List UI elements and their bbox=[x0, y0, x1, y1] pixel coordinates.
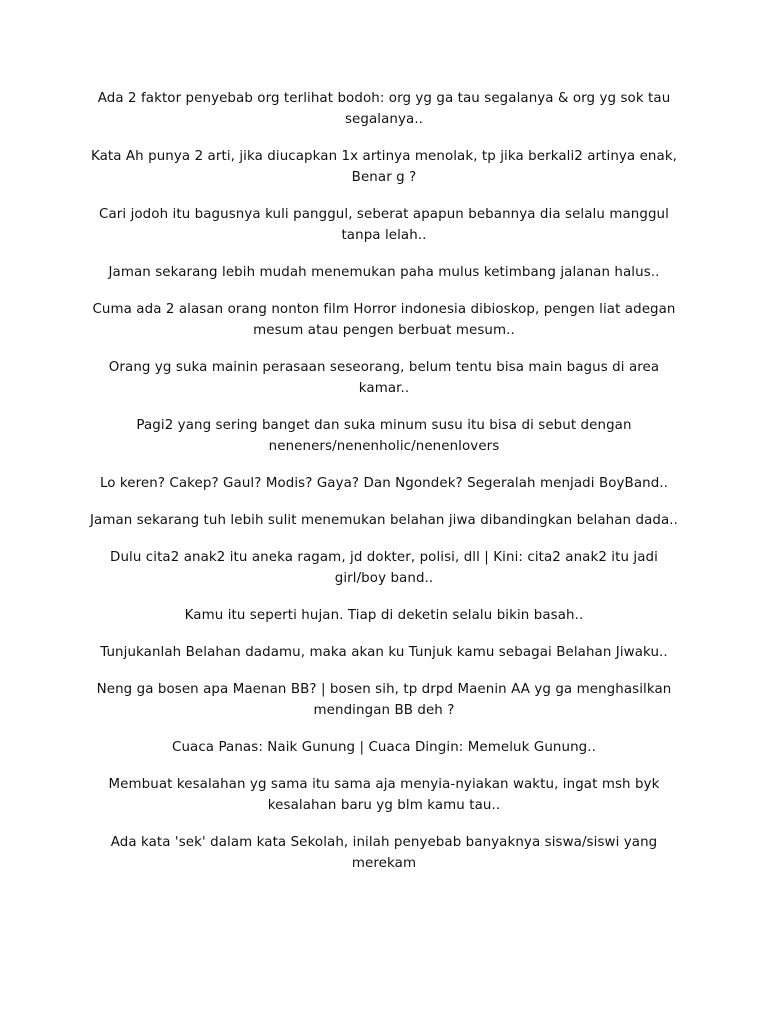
paragraph-2: Kata Ah punya 2 arti, jika diucapkan 1x artinya menolak, tp jika berkali2 artinya enak, Benar g ? bbox=[90, 149, 678, 185]
paragraph-11: Kamu itu seperti hujan. Tiap di deketin selalu bikin basah.. bbox=[184, 608, 584, 623]
paragraph-10: Dulu cita2 anak2 itu aneka ragam, jd dokter, polisi, dll | Kini: cita2 anak2 itu jadi girl/boy band.. bbox=[110, 550, 658, 586]
paragraph-8: Lo keren? Cakep? Gaul? Modis? Gaya? Dan Ngondek? Segeralah menjadi BoyBand.. bbox=[99, 476, 669, 491]
paragraph-3: Cari jodoh itu bagusnya kuli panggul, seberat apapun bebannya dia selalu manggul tanpa lelah.. bbox=[99, 207, 669, 243]
paragraph-13: Neng ga bosen apa Maenan BB? | bosen sih, tp drpd Maenin AA yg ga menghasilkan mendingan BB deh ? bbox=[96, 682, 672, 718]
paragraph-16: Ada kata 'sek' dalam kata Sekolah, inilah penyebab banyaknya siswa/siswi yang merekam bbox=[110, 835, 658, 871]
paragraph-7: Pagi2 yang sering banget dan suka minum susu itu bisa di sebut dengan neneners/nenenholic/nenenlovers bbox=[136, 418, 632, 454]
paragraph-4: Jaman sekarang lebih mudah menemukan paha mulus ketimbang jalanan halus.. bbox=[108, 265, 660, 280]
paragraph-5: Cuma ada 2 alasan orang nonton film Horror indonesia dibioskop, pengen liat adegan mesum atau pengen berbuat mesum.. bbox=[92, 302, 676, 338]
paragraph-12: Tunjukanlah Belahan dadamu, maka akan ku Tunjuk kamu sebagai Belahan Jiwaku.. bbox=[100, 645, 668, 660]
paragraph-1: Ada 2 faktor penyebab org terlihat bodoh: org yg ga tau segalanya & org yg sok tau segalanya.. bbox=[97, 91, 671, 127]
paragraph-6: Orang yg suka mainin perasaan seseorang, belum tentu bisa main bagus di area kamar.. bbox=[108, 360, 660, 396]
document-body bbox=[88, 88, 680, 890]
paragraph-15: Membuat kesalahan yg sama itu sama aja menyia-nyiakan waktu, ingat msh byk kesalahan baru yg blm kamu tau.. bbox=[108, 777, 660, 813]
paragraph-9: Jaman sekarang tuh lebih sulit menemukan belahan jiwa dibandingkan belahan dada.. bbox=[89, 513, 679, 528]
paragraph-14: Cuaca Panas: Naik Gunung | Cuaca Dingin: Memeluk Gunung.. bbox=[172, 740, 596, 755]
